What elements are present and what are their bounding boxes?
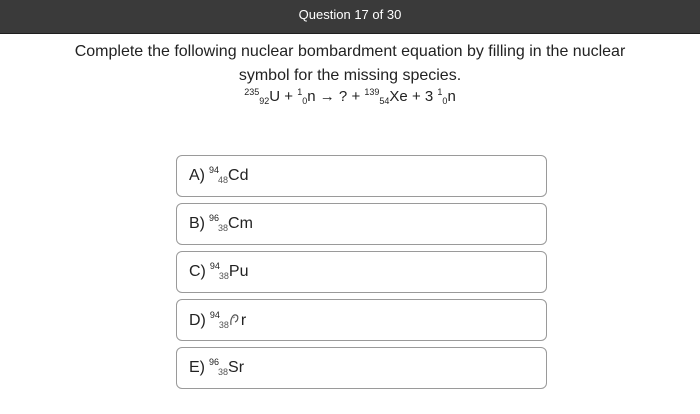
uranium-mass-number: 235 [244, 87, 260, 97]
option-element-symbol: Sr [228, 359, 245, 376]
option-c-button[interactable] [176, 251, 547, 293]
question-prompt [40, 40, 660, 88]
option-c-label [189, 263, 249, 281]
header-bar [0, 0, 700, 34]
reaction-arrow: → [319, 88, 335, 105]
smudged-glyph-icon [229, 313, 241, 327]
plus-sign: + [284, 88, 294, 105]
option-e-button[interactable] [176, 347, 547, 389]
question-line-2: symbol for the missing species. [238, 67, 462, 84]
option-atomic-number: 38 [218, 223, 229, 233]
plus-sign: + [351, 88, 361, 105]
xenon-symbol: Xe [389, 88, 408, 105]
option-atomic-number: 48 [218, 175, 229, 185]
neutron-symbol: n [307, 88, 316, 105]
xenon-nuclide [364, 88, 407, 105]
neutron-symbol: n [447, 88, 456, 105]
option-letter: B) [189, 215, 205, 232]
option-atomic-number: 38 [218, 271, 229, 281]
option-mass-number: 96 [209, 357, 220, 367]
option-atomic-number: 38 [218, 320, 229, 330]
option-d-label [189, 311, 246, 330]
question-line-1: Complete the following nuclear bombardment equation by filling in the nuclear [74, 43, 626, 60]
option-mass-number: 96 [209, 213, 220, 223]
plus-sign: + [411, 88, 421, 105]
option-element-symbol: Cd [228, 167, 249, 184]
neutron-mass-number: 1 [437, 87, 443, 97]
option-b-button[interactable] [176, 203, 547, 245]
xenon-mass-number: 139 [364, 87, 380, 97]
xenon-atomic-number: 54 [379, 96, 390, 106]
option-letter: E) [189, 359, 205, 376]
option-letter: A) [189, 167, 205, 184]
option-a-label [189, 167, 248, 185]
option-element-symbol: r [240, 312, 247, 329]
uranium-nuclide [244, 88, 280, 105]
option-b-label [189, 215, 253, 233]
neutron-atomic-number: 0 [442, 96, 448, 106]
option-a-button[interactable] [176, 155, 547, 197]
nuclear-equation [0, 88, 700, 105]
option-d-button[interactable] [176, 299, 547, 341]
question-counter: Question 17 of 30 [298, 7, 402, 22]
neutron-atomic-number: 0 [302, 96, 308, 106]
option-letter: D) [189, 312, 206, 329]
option-letter: C) [189, 263, 206, 280]
neutron-nuclide [297, 88, 315, 105]
uranium-atomic-number: 92 [259, 96, 270, 106]
neutron-nuclide-product [437, 88, 455, 105]
option-mass-number: 94 [209, 165, 220, 175]
option-mass-number: 94 [209, 310, 220, 320]
neutron-mass-number: 1 [297, 87, 303, 97]
neutron-coefficient: 3 [424, 88, 434, 105]
option-e-label [189, 359, 244, 377]
option-mass-number: 94 [209, 261, 220, 271]
option-element-symbol: Pu [228, 263, 249, 280]
unknown-species: ? [338, 88, 348, 105]
option-atomic-number: 38 [218, 367, 229, 377]
answer-options [176, 155, 547, 395]
uranium-symbol: U [269, 88, 281, 105]
option-element-symbol: Cm [228, 215, 253, 232]
